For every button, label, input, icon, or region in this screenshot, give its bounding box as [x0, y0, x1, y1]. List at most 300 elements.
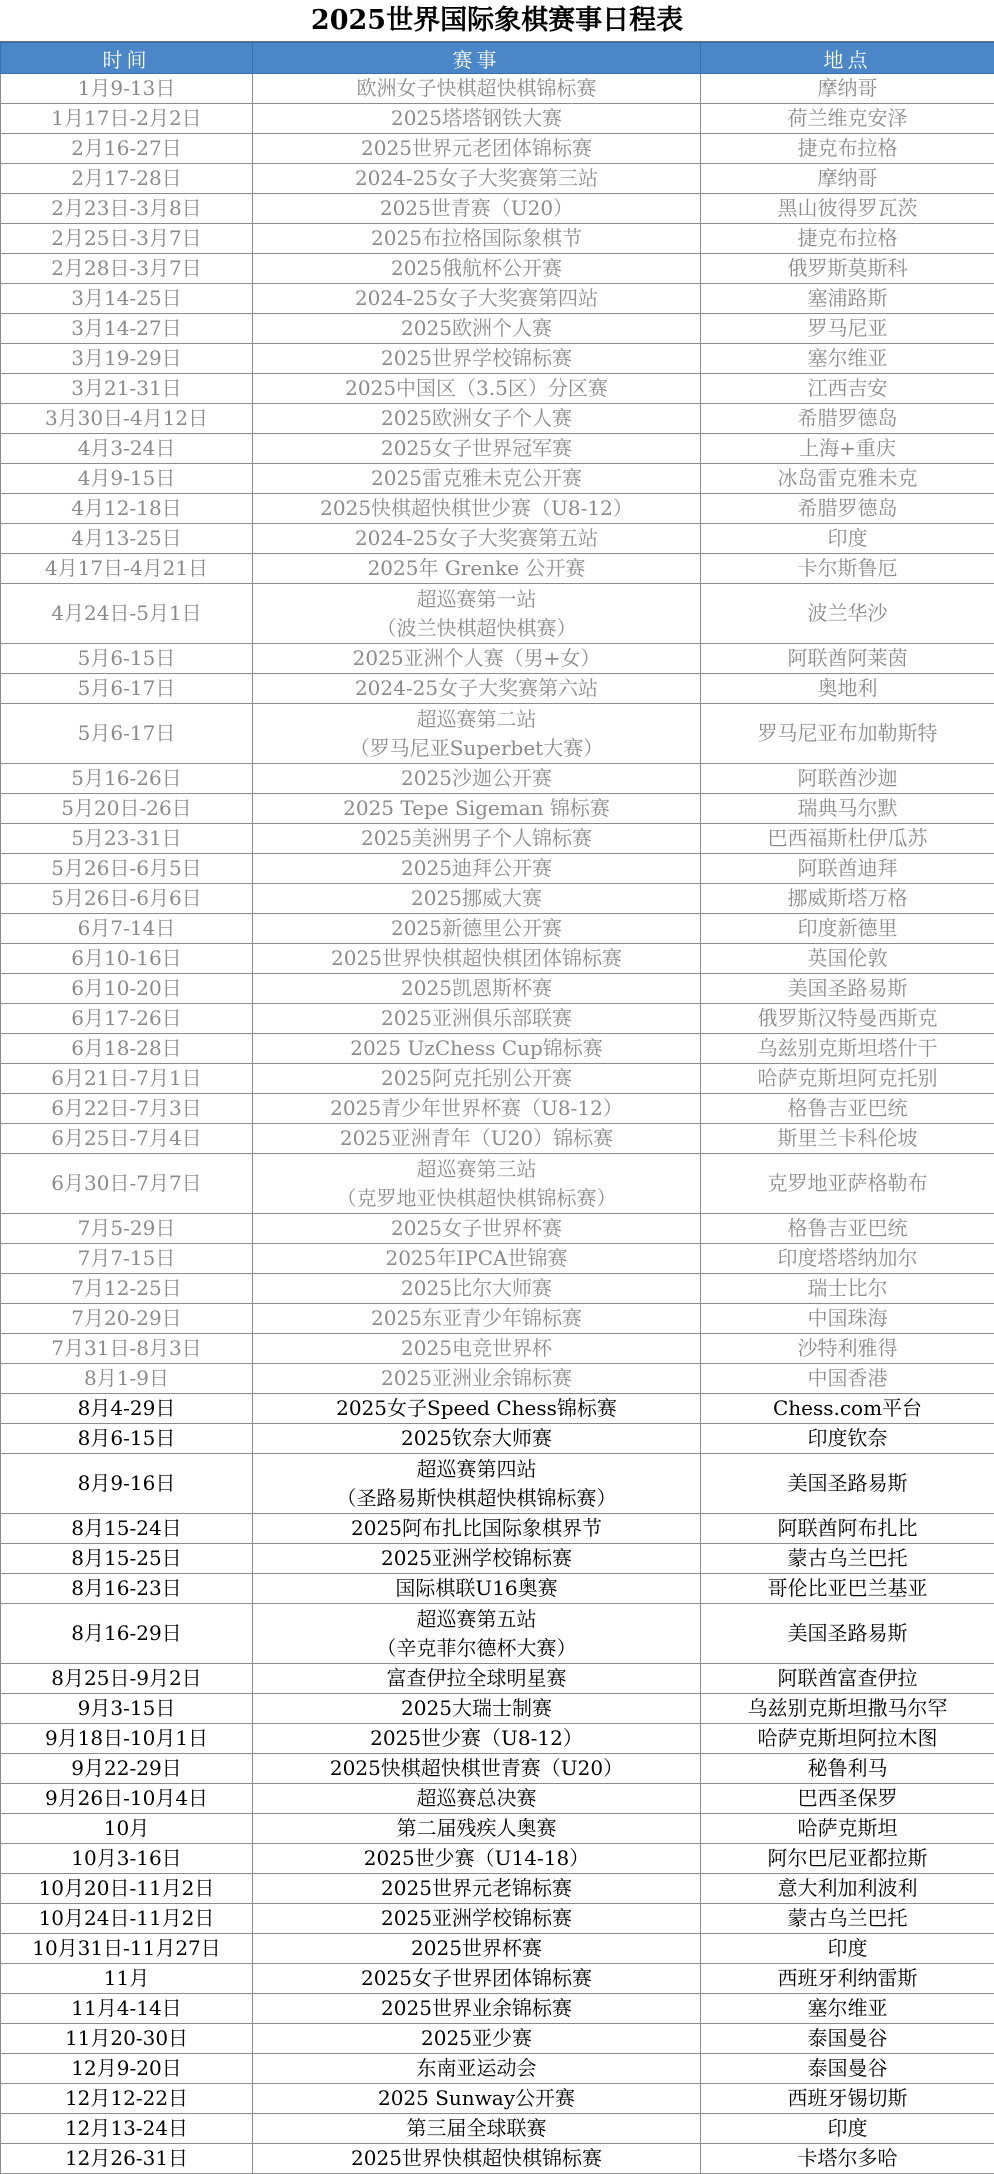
cell-event [253, 1394, 701, 1424]
cell-place: 斯里兰卡科伦坡 [701, 1124, 994, 1154]
table-row [1, 1034, 994, 1064]
table-row [1, 134, 994, 164]
event-line: 2025世少赛（U14-18） [255, 1844, 698, 1873]
table-row [1, 1604, 994, 1664]
cell-place: 格鲁吉亚巴统 [701, 1214, 994, 1244]
event-line: 2025东亚青少年锦标赛 [255, 1304, 698, 1333]
event-line: 2025亚洲学校锦标赛 [255, 1904, 698, 1933]
table-row [1, 1244, 994, 1274]
event-line: 2024-25女子大奖赛第四站 [255, 284, 698, 313]
table-row [1, 1214, 994, 1244]
event-line: 2025欧洲女子个人赛 [255, 404, 698, 433]
cell-place: 秘鲁利马 [701, 1754, 994, 1784]
table-row [1, 1784, 994, 1814]
cell-date: 4月17日-4月21日 [1, 554, 253, 584]
cell-place: 沙特利雅得 [701, 1334, 994, 1364]
cell-event [253, 74, 701, 104]
cell-place: 美国圣路易斯 [701, 1604, 994, 1664]
table-row [1, 524, 994, 554]
table-body [1, 74, 994, 2174]
cell-event [253, 974, 701, 1004]
cell-place: 哈萨克斯坦阿拉木图 [701, 1724, 994, 1754]
cell-date: 11月4-14日 [1, 1994, 253, 2024]
table-row [1, 194, 994, 224]
header-event: 赛事 [253, 43, 701, 74]
event-line: 2025亚洲俱乐部联赛 [255, 1004, 698, 1033]
event-line: 2025女子世界杯赛 [255, 1214, 698, 1243]
table-row [1, 254, 994, 284]
cell-place: 哈萨克斯坦阿克托别 [701, 1064, 994, 1094]
cell-event [253, 1724, 701, 1754]
cell-event [253, 1964, 701, 1994]
cell-event [253, 554, 701, 584]
cell-place: 俄罗斯莫斯科 [701, 254, 994, 284]
event-line: 2025亚洲业余锦标赛 [255, 1364, 698, 1393]
event-line: 超巡赛第四站 [255, 1455, 698, 1484]
cell-event [253, 1574, 701, 1604]
cell-date: 8月16-29日 [1, 1604, 253, 1664]
event-line: 超巡赛第五站 [255, 1605, 698, 1634]
cell-place: 中国香港 [701, 1364, 994, 1394]
event-line: 2025亚洲青年（U20）锦标赛 [255, 1124, 698, 1153]
event-line: 富查伊拉全球明星赛 [255, 1664, 698, 1693]
event-line: （圣路易斯快棋超快棋锦标赛） [255, 1484, 698, 1513]
cell-place: 摩纳哥 [701, 164, 994, 194]
cell-place: 印度 [701, 524, 994, 554]
cell-date: 2月28日-3月7日 [1, 254, 253, 284]
cell-event [253, 1064, 701, 1094]
event-line: 2025世界学校锦标赛 [255, 344, 698, 373]
table-row [1, 1934, 994, 1964]
event-line: 国际棋联U16奥赛 [255, 1574, 698, 1603]
cell-place: 美国圣路易斯 [701, 1454, 994, 1514]
cell-place: 格鲁吉亚巴统 [701, 1094, 994, 1124]
event-line: 2025雷克雅未克公开赛 [255, 464, 698, 493]
table-row [1, 1154, 994, 1214]
page-title: 2025世界国际象棋赛事日程表 [0, 0, 994, 42]
event-line: 2025 UzChess Cup锦标赛 [255, 1034, 698, 1063]
cell-date: 7月31日-8月3日 [1, 1334, 253, 1364]
cell-date: 2月25日-3月7日 [1, 224, 253, 254]
event-line: 东南亚运动会 [255, 2054, 698, 2083]
table-row [1, 1754, 994, 1784]
event-line: 2025欧洲个人赛 [255, 314, 698, 343]
cell-event [253, 1514, 701, 1544]
cell-place: 哈萨克斯坦 [701, 1814, 994, 1844]
cell-date: 6月22日-7月3日 [1, 1094, 253, 1124]
cell-event [253, 1454, 701, 1514]
table-row [1, 1004, 994, 1034]
event-line: 2024-25女子大奖赛第三站 [255, 164, 698, 193]
cell-place: 阿联酋阿莱茵 [701, 644, 994, 674]
table-row [1, 104, 994, 134]
cell-place: 印度 [701, 2114, 994, 2144]
table-row [1, 1814, 994, 1844]
table-row [1, 1844, 994, 1874]
event-line: 2025年IPCA世锦赛 [255, 1244, 698, 1273]
cell-place: 阿联酋沙迦 [701, 764, 994, 794]
cell-event [253, 194, 701, 224]
table-row [1, 344, 994, 374]
event-line: 2024-25女子大奖赛第六站 [255, 674, 698, 703]
cell-place: 中国珠海 [701, 1304, 994, 1334]
table-row [1, 1664, 994, 1694]
table-row [1, 374, 994, 404]
table-row [1, 284, 994, 314]
cell-date: 7月7-15日 [1, 1244, 253, 1274]
cell-place: 阿联酋阿布扎比 [701, 1514, 994, 1544]
table-row [1, 1454, 994, 1514]
cell-date: 8月16-23日 [1, 1574, 253, 1604]
cell-event [253, 854, 701, 884]
cell-date: 5月26日-6月6日 [1, 884, 253, 914]
cell-event [253, 1814, 701, 1844]
cell-place: 卡尔斯鲁厄 [701, 554, 994, 584]
cell-place: 印度新德里 [701, 914, 994, 944]
table-row [1, 854, 994, 884]
cell-date: 12月26-31日 [1, 2144, 253, 2174]
cell-date: 8月1-9日 [1, 1364, 253, 1394]
cell-place: 上海+重庆 [701, 434, 994, 464]
cell-event [253, 2114, 701, 2144]
cell-date: 10月24日-11月2日 [1, 1904, 253, 1934]
event-line: （克罗地亚快棋超快棋锦标赛） [255, 1184, 698, 1213]
cell-date: 10月31日-11月27日 [1, 1934, 253, 1964]
cell-place: 乌兹别克斯坦撒马尔罕 [701, 1694, 994, 1724]
event-line: 2025电竞世界杯 [255, 1334, 698, 1363]
cell-date: 5月6-15日 [1, 644, 253, 674]
cell-place: 蒙古乌兰巴托 [701, 1904, 994, 1934]
cell-date: 5月23-31日 [1, 824, 253, 854]
cell-place: 瑞典马尔默 [701, 794, 994, 824]
table-row [1, 704, 994, 764]
cell-date: 4月9-15日 [1, 464, 253, 494]
cell-place: 奥地利 [701, 674, 994, 704]
cell-date: 6月10-20日 [1, 974, 253, 1004]
cell-date: 5月20日-26日 [1, 794, 253, 824]
event-line: 2025亚少赛 [255, 2024, 698, 2053]
cell-place: 捷克布拉格 [701, 224, 994, 254]
cell-date: 8月9-16日 [1, 1454, 253, 1514]
cell-date: 3月14-25日 [1, 284, 253, 314]
cell-date: 3月14-27日 [1, 314, 253, 344]
event-line: （罗马尼亚Superbet大赛） [255, 734, 698, 763]
cell-place: 荷兰维克安泽 [701, 104, 994, 134]
cell-date: 12月12-22日 [1, 2084, 253, 2114]
event-line: 欧洲女子快棋超快棋锦标赛 [255, 74, 698, 103]
table-row [1, 494, 994, 524]
event-line: 2025 Tepe Sigeman 锦标赛 [255, 794, 698, 823]
cell-event [253, 224, 701, 254]
cell-event [253, 1994, 701, 2024]
table-row [1, 1394, 994, 1424]
cell-place: 印度塔塔纳加尔 [701, 1244, 994, 1274]
event-line: 2025布拉格国际象棋节 [255, 224, 698, 253]
table-row [1, 584, 994, 644]
event-line: 2025世界元老团体锦标赛 [255, 134, 698, 163]
event-line: 2025女子世界团体锦标赛 [255, 1964, 698, 1993]
cell-place: 泰国曼谷 [701, 2054, 994, 2084]
cell-place: 卡塔尔多哈 [701, 2144, 994, 2174]
table-row [1, 674, 994, 704]
cell-place: 塞浦路斯 [701, 284, 994, 314]
table-header-row [1, 43, 994, 74]
cell-date: 6月25日-7月4日 [1, 1124, 253, 1154]
header-date: 时间 [1, 43, 253, 74]
cell-date: 9月22-29日 [1, 1754, 253, 1784]
cell-place: 阿联酋迪拜 [701, 854, 994, 884]
cell-date: 6月18-28日 [1, 1034, 253, 1064]
cell-event [253, 584, 701, 644]
cell-place: 意大利加利波利 [701, 1874, 994, 1904]
cell-place: 泰国曼谷 [701, 2024, 994, 2054]
table-row [1, 554, 994, 584]
event-line: 2025美洲男子个人锦标赛 [255, 824, 698, 853]
cell-date: 11月 [1, 1964, 253, 1994]
event-line: 超巡赛第一站 [255, 585, 698, 614]
cell-place: Chess.com平台 [701, 1394, 994, 1424]
table-row [1, 1304, 994, 1334]
event-line: 2025快棋超快棋世青赛（U20） [255, 1754, 698, 1783]
event-line: 2025世界杯赛 [255, 1934, 698, 1963]
table-row [1, 1424, 994, 1454]
cell-date: 9月18日-10月1日 [1, 1724, 253, 1754]
table-row [1, 1904, 994, 1934]
cell-place: 印度钦奈 [701, 1424, 994, 1454]
cell-event [253, 404, 701, 434]
cell-event [253, 2144, 701, 2174]
event-line: 2025青少年世界杯赛（U8-12） [255, 1094, 698, 1123]
cell-date: 7月5-29日 [1, 1214, 253, 1244]
cell-place: 冰岛雷克雅未克 [701, 464, 994, 494]
table-row [1, 74, 994, 104]
cell-place: 俄罗斯汉特曼西斯克 [701, 1004, 994, 1034]
cell-date: 6月17-26日 [1, 1004, 253, 1034]
cell-date: 6月10-16日 [1, 944, 253, 974]
event-line: 2025世界快棋超快棋团体锦标赛 [255, 944, 698, 973]
cell-event [253, 524, 701, 554]
cell-event [253, 2024, 701, 2054]
cell-place: 塞尔维亚 [701, 1994, 994, 2024]
cell-place: 瑞士比尔 [701, 1274, 994, 1304]
event-line: 2025世少赛（U8-12） [255, 1724, 698, 1753]
cell-date: 12月9-20日 [1, 2054, 253, 2084]
event-line: 2025世界快棋超快棋锦标赛 [255, 2144, 698, 2173]
table-row [1, 1274, 994, 1304]
cell-event [253, 944, 701, 974]
event-line: 2025世界元老锦标赛 [255, 1874, 698, 1903]
cell-event [253, 794, 701, 824]
cell-event [253, 2054, 701, 2084]
cell-date: 5月6-17日 [1, 674, 253, 704]
cell-event [253, 1244, 701, 1274]
cell-event [253, 1754, 701, 1784]
cell-date: 8月15-25日 [1, 1544, 253, 1574]
event-line: 2025女子Speed Chess锦标赛 [255, 1394, 698, 1423]
cell-event [253, 1424, 701, 1454]
cell-date: 4月3-24日 [1, 434, 253, 464]
cell-date: 3月21-31日 [1, 374, 253, 404]
cell-date: 10月20日-11月2日 [1, 1874, 253, 1904]
table-row [1, 1574, 994, 1604]
event-line: （辛克菲尔德杯大赛） [255, 1634, 698, 1663]
event-line: 2025比尔大师赛 [255, 1274, 698, 1303]
table-row [1, 2024, 994, 2054]
cell-place: 英国伦敦 [701, 944, 994, 974]
event-line: 2025世界业余锦标赛 [255, 1994, 698, 2023]
table-row [1, 224, 994, 254]
table-row [1, 434, 994, 464]
table-row [1, 164, 994, 194]
cell-event [253, 1544, 701, 1574]
cell-event [253, 344, 701, 374]
cell-date: 7月20-29日 [1, 1304, 253, 1334]
cell-place: 捷克布拉格 [701, 134, 994, 164]
event-line: 2025迪拜公开赛 [255, 854, 698, 883]
cell-event [253, 1274, 701, 1304]
cell-event [253, 824, 701, 854]
event-line: 2025亚洲学校锦标赛 [255, 1544, 698, 1573]
cell-event [253, 1934, 701, 1964]
table-row [1, 1874, 994, 1904]
cell-event [253, 1784, 701, 1814]
cell-place: 美国圣路易斯 [701, 974, 994, 1004]
cell-date: 5月26日-6月5日 [1, 854, 253, 884]
table-row [1, 1364, 994, 1394]
cell-place: 乌兹别克斯坦塔什干 [701, 1034, 994, 1064]
event-line: 2025塔塔钢铁大赛 [255, 104, 698, 133]
cell-event [253, 644, 701, 674]
table-row [1, 404, 994, 434]
table-row [1, 824, 994, 854]
cell-place: 摩纳哥 [701, 74, 994, 104]
table-row [1, 884, 994, 914]
table-row [1, 1334, 994, 1364]
event-line: 2025俄航杯公开赛 [255, 254, 698, 283]
cell-event [253, 2084, 701, 2114]
cell-event [253, 434, 701, 464]
cell-event [253, 1154, 701, 1214]
cell-event [253, 1304, 701, 1334]
event-line: 超巡赛第二站 [255, 705, 698, 734]
cell-date: 3月30日-4月12日 [1, 404, 253, 434]
event-line: 2025快棋超快棋世少赛（U8-12） [255, 494, 698, 523]
cell-event [253, 1364, 701, 1394]
event-line: 2025凯恩斯杯赛 [255, 974, 698, 1003]
cell-event [253, 464, 701, 494]
event-line: 2025大瑞士制赛 [255, 1694, 698, 1723]
cell-event [253, 1124, 701, 1154]
cell-event [253, 764, 701, 794]
cell-date: 8月25日-9月2日 [1, 1664, 253, 1694]
table-row [1, 644, 994, 674]
table-row [1, 1514, 994, 1544]
event-line: 超巡赛第三站 [255, 1155, 698, 1184]
table-row [1, 1724, 994, 1754]
cell-date: 9月26日-10月4日 [1, 1784, 253, 1814]
event-line: 2025亚洲个人赛（男+女） [255, 644, 698, 673]
table-row [1, 2144, 994, 2174]
cell-place: 蒙古乌兰巴托 [701, 1544, 994, 1574]
event-line: 2025新德里公开赛 [255, 914, 698, 943]
event-line: 2025 Sunway公开赛 [255, 2084, 698, 2113]
cell-date: 1月9-13日 [1, 74, 253, 104]
table-row [1, 914, 994, 944]
event-line: 2025世青赛（U20） [255, 194, 698, 223]
table-row [1, 1094, 994, 1124]
cell-event [253, 164, 701, 194]
cell-event [253, 914, 701, 944]
event-line: 2025女子世界冠军赛 [255, 434, 698, 463]
cell-place: 塞尔维亚 [701, 344, 994, 374]
cell-date: 1月17日-2月2日 [1, 104, 253, 134]
cell-date: 7月12-25日 [1, 1274, 253, 1304]
event-line: 第二届残疾人奥赛 [255, 1814, 698, 1843]
cell-place: 克罗地亚萨格勒布 [701, 1154, 994, 1214]
cell-date: 9月3-15日 [1, 1694, 253, 1724]
cell-place: 挪威斯塔万格 [701, 884, 994, 914]
table-row [1, 1544, 994, 1574]
table-row [1, 794, 994, 824]
table-row [1, 464, 994, 494]
event-line: 2025沙迦公开赛 [255, 764, 698, 793]
cell-event [253, 704, 701, 764]
cell-place: 阿尔巴尼亚都拉斯 [701, 1844, 994, 1874]
cell-event [253, 254, 701, 284]
cell-event [253, 1694, 701, 1724]
cell-place: 希腊罗德岛 [701, 494, 994, 524]
event-line: （波兰快棋超快棋赛） [255, 614, 698, 643]
cell-event [253, 1004, 701, 1034]
schedule-table [0, 42, 994, 2174]
cell-date: 8月6-15日 [1, 1424, 253, 1454]
cell-place: 印度 [701, 1934, 994, 1964]
cell-event [253, 494, 701, 524]
cell-place: 西班牙利纳雷斯 [701, 1964, 994, 1994]
cell-date: 2月16-27日 [1, 134, 253, 164]
table-row [1, 944, 994, 974]
cell-date: 2月23日-3月8日 [1, 194, 253, 224]
cell-event [253, 884, 701, 914]
cell-place: 西班牙锡切斯 [701, 2084, 994, 2114]
event-line: 2025阿布扎比国际象棋界节 [255, 1514, 698, 1543]
cell-event [253, 284, 701, 314]
cell-event [253, 1604, 701, 1664]
table-row [1, 764, 994, 794]
cell-place: 黑山彼得罗瓦茨 [701, 194, 994, 224]
cell-place: 罗马尼亚 [701, 314, 994, 344]
event-line: 2025挪威大赛 [255, 884, 698, 913]
cell-date: 6月21日-7月1日 [1, 1064, 253, 1094]
cell-place: 江西吉安 [701, 374, 994, 404]
cell-place: 希腊罗德岛 [701, 404, 994, 434]
event-line: 2025中国区（3.5区）分区赛 [255, 374, 698, 403]
cell-place: 罗马尼亚布加勒斯特 [701, 704, 994, 764]
table-row [1, 2054, 994, 2084]
cell-event [253, 1034, 701, 1064]
cell-date: 12月13-24日 [1, 2114, 253, 2144]
cell-event [253, 1094, 701, 1124]
cell-date: 6月30日-7月7日 [1, 1154, 253, 1214]
event-line: 2024-25女子大奖赛第五站 [255, 524, 698, 553]
cell-event [253, 1904, 701, 1934]
cell-date: 3月19-29日 [1, 344, 253, 374]
header-place: 地点 [701, 43, 994, 74]
cell-date: 8月15-24日 [1, 1514, 253, 1544]
cell-date: 10月 [1, 1814, 253, 1844]
cell-event [253, 374, 701, 404]
event-line: 超巡赛总决赛 [255, 1784, 698, 1813]
